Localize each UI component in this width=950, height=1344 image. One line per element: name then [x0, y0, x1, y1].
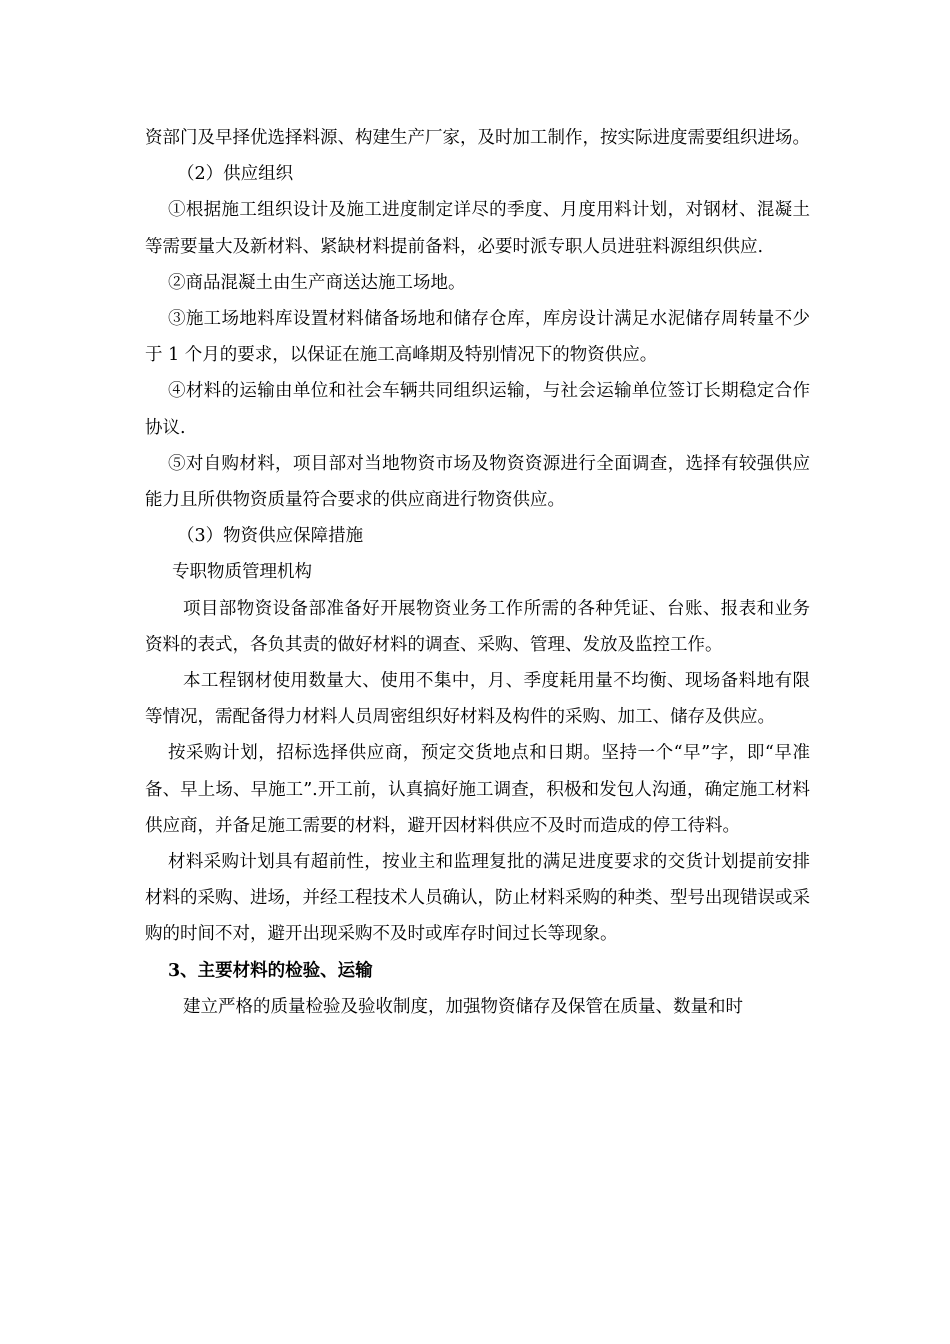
- subheading-supply-organization: （2）供应组织: [177, 164, 294, 185]
- paragraph-body: 按采购计划，招标选择供应商，预定交货地点和日期。坚持一个“早”字，即“早准备、早上场、早施工”.开工前，认真搞好施工调查，积极和发包人沟通，确定施工材料供应商，并备足施工需要的材料，避开因材料供应不及时而造成的停工待料。: [145, 743, 810, 836]
- paragraph-continuation: 资部门及早择优选择料源、构建生产厂家，及时加工制作，按实际进度需要组织进场。: [145, 128, 810, 148]
- subheading-management-body: 专职物质管理机构: [172, 562, 312, 583]
- document-body: [145, 120, 810, 1025]
- paragraph-item-5: ⑤对自购材料，项目部对当地物资市场及物资资源进行全面调查，选择有较强供应能力且所供物资质量符合要求的供应商进行物资供应。: [145, 453, 810, 511]
- paragraph-body: 材料采购计划具有超前性，按业主和监理复批的满足进度要求的交货计划提前安排材料的采购、进场，并经工程技术人员确认，防止材料采购的种类、型号出现错误或采购的时间不对，避开出现采购不及时或库存时间过长等现象。: [145, 852, 810, 945]
- subheading-supply-guarantee: （3）物资供应保障措施: [177, 526, 364, 547]
- paragraph-item-3: ③施工场地料库设置材料储备场地和储存仓库，库房设计满足水泥储存周转量不少于 1 个月的要求，以保证在施工高峰期及特别情况下的物资供应。: [145, 309, 810, 366]
- paragraph-body: 建立严格的质量检验及验收制度，加强物资储存及保管在质量、数量和时: [183, 996, 743, 1017]
- section-heading: 3、主要材料的检验、运输: [168, 960, 373, 981]
- paragraph-body: 本工程钢材使用数量大、使用不集中，月、季度耗用量不均衡、现场备料地有限等情况，需配备得力材料人员周密组织好材料及构件的采购、加工、储存及供应。: [145, 671, 810, 728]
- paragraph-item-4: ④材料的运输由单位和社会车辆共同组织运输，与社会运输单位签订长期稳定合作协议.: [145, 381, 810, 438]
- paragraph-item-2: ②商品混凝土由生产商送达施工场地。: [168, 272, 466, 293]
- paragraph-body: 项目部物资设备部准备好开展物资业务工作所需的各种凭证、台账、报表和业务资料的表式，各负其责的做好材料的调查、采购、管理、发放及监控工作。: [145, 598, 810, 655]
- paragraph-item-1: ①根据施工组织设计及施工进度制定详尽的季度、月度用料计划，对钢材、混凝土等需要量大及新材料、紧缺材料提前备料，必要时派专职人员进驻料源组织供应.: [145, 200, 810, 257]
